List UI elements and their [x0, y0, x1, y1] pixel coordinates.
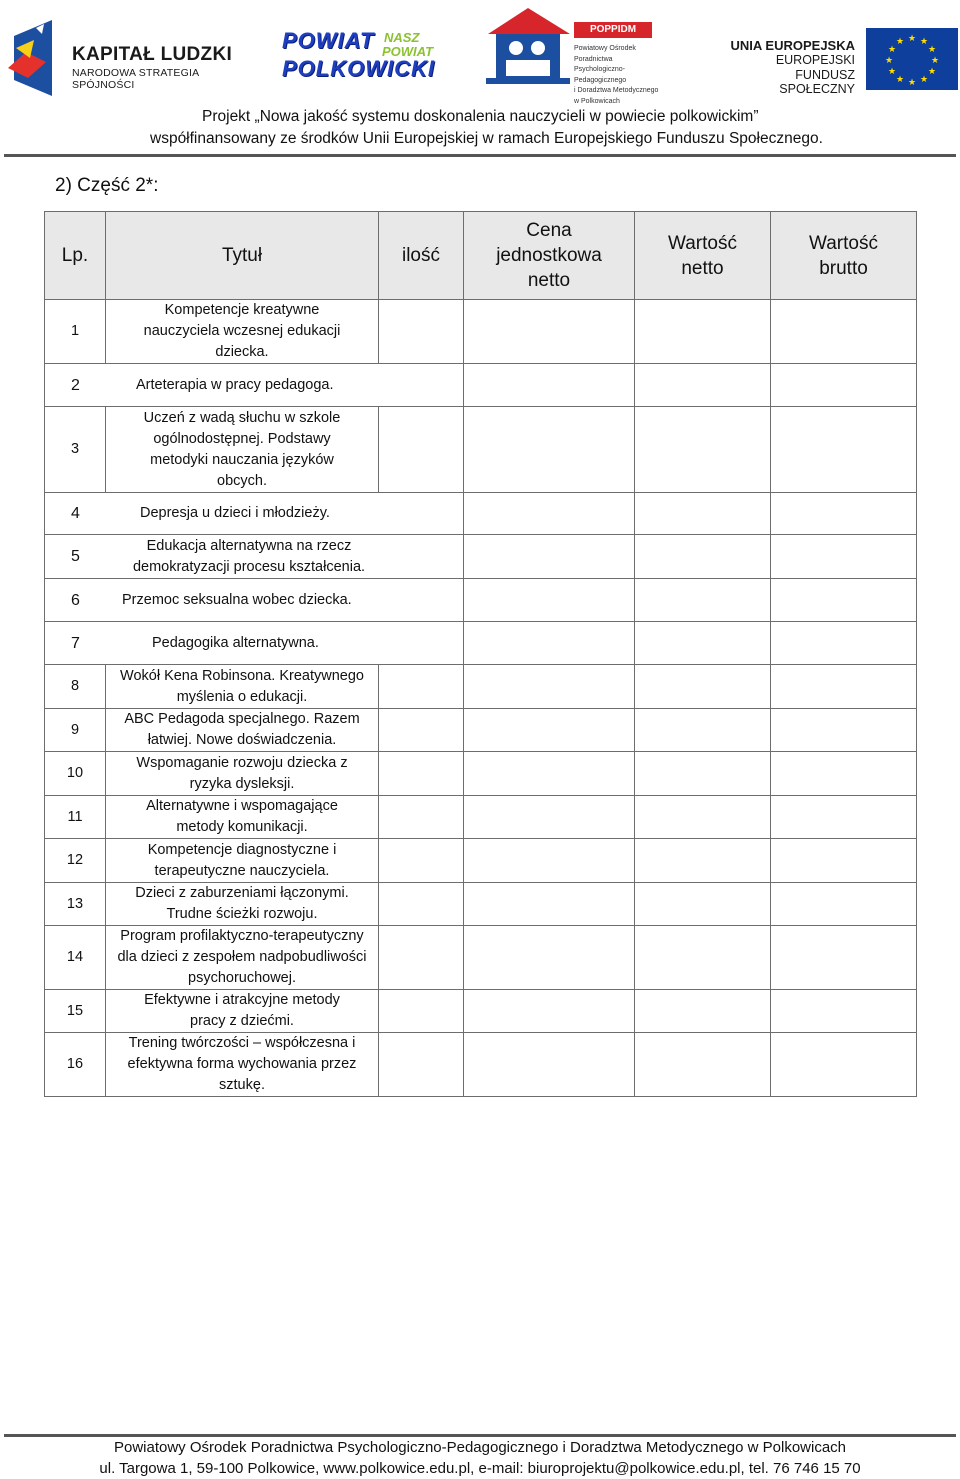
cell-netto[interactable] [635, 796, 771, 839]
row-title: Depresja u dzieci i młodzieży. [140, 505, 330, 521]
cell-cena[interactable] [464, 535, 635, 579]
kapital-ludzki-title: KAPITAŁ LUDZKI [72, 44, 233, 65]
row-title: Alternatywne i wspomagające metody komunikacji. [106, 796, 379, 839]
cell-brutto[interactable] [771, 665, 917, 709]
kapital-ludzki-logo [6, 18, 246, 98]
svg-text:★: ★ [887, 67, 897, 77]
kapital-ludzki-subtitle: NARODOWA STRATEGIA SPÓJNOŚCI [72, 67, 199, 91]
cell-cena[interactable] [464, 665, 635, 709]
cell-cena[interactable] [464, 709, 635, 752]
row-title: Edukacja alternatywna na rzecz demokratyzacji procesu kształcenia. [132, 537, 366, 575]
table-row [45, 364, 917, 407]
row-lp: 15 [45, 990, 106, 1033]
row-title: Wspomaganie rozwoju dziecka z ryzyka dysleksji. [106, 752, 379, 796]
header-netto: Wartość netto [635, 212, 771, 300]
svg-text:★: ★ [887, 45, 897, 55]
table-row [45, 796, 917, 839]
powiat-small-text: POWIAT [382, 44, 434, 59]
row-title: Pedagogika alternatywna. [152, 634, 319, 651]
cell-ilosc[interactable] [379, 796, 464, 839]
cell-netto[interactable] [635, 990, 771, 1033]
row-merged [45, 622, 464, 665]
table-row [45, 579, 917, 622]
cell-cena[interactable] [464, 407, 635, 493]
cell-cena[interactable] [464, 990, 635, 1033]
row-title: Trening twórczości – współczesna i efektywna forma wychowania przez sztukę. [106, 1033, 379, 1097]
cell-netto[interactable] [635, 926, 771, 990]
table-row [45, 622, 917, 665]
poppidm-subtitle [574, 44, 672, 107]
cell-ilosc[interactable] [379, 839, 464, 883]
row-lp: 14 [45, 926, 106, 990]
footer-divider [4, 1434, 956, 1437]
row-lp: 5 [71, 548, 80, 565]
nasz-text: NASZ [384, 30, 420, 45]
cell-brutto[interactable] [771, 839, 917, 883]
cell-cena[interactable] [464, 796, 635, 839]
cell-ilosc[interactable] [379, 300, 464, 364]
cell-brutto[interactable] [771, 1033, 917, 1097]
eu-flag-icon [866, 28, 958, 90]
table-header-row [45, 212, 917, 300]
cell-brutto[interactable] [771, 407, 917, 493]
cell-ilosc[interactable] [379, 926, 464, 990]
project-line-2: współfinansowany ze środków Unii Europejskiej w ramach Europejskiego Funduszu Społecznego. [150, 130, 823, 147]
table-row [45, 1033, 917, 1097]
cell-ilosc[interactable] [379, 407, 464, 493]
row-title: ABC Pedagoda specjalnego. Razem łatwiej. Nowe doświadczenia. [106, 709, 379, 752]
row-lp: 12 [45, 839, 106, 883]
cell-brutto[interactable] [771, 622, 917, 665]
eu-line2: EUROPEJSKI [775, 53, 855, 67]
svg-text:★: ★ [907, 78, 917, 88]
cell-brutto[interactable] [771, 364, 917, 407]
row-lp: 3 [45, 407, 106, 493]
row-lp: 6 [71, 591, 80, 609]
table-row [45, 752, 917, 796]
row-merged [45, 535, 464, 579]
row-title: Uczeń z wadą słuchu w szkole ogólnodostępnej. Podstawy metodyki nauczania języków obcych. [106, 407, 379, 493]
header-tytul: Tytuł [106, 212, 379, 300]
cell-brutto[interactable] [771, 709, 917, 752]
table-row [45, 300, 917, 364]
cell-brutto[interactable] [771, 300, 917, 364]
cell-netto[interactable] [635, 665, 771, 709]
row-lp: 2 [71, 376, 80, 394]
row-lp: 16 [45, 1033, 106, 1097]
svg-text:★: ★ [895, 75, 905, 85]
svg-text:★: ★ [927, 67, 937, 77]
cell-cena[interactable] [464, 300, 635, 364]
poppidm-line: Powiatowy Ośrodek Poradnictwa [574, 45, 636, 63]
row-title: Dzieci z zaburzeniami łączonymi. Trudne ścieżki rozwoju. [106, 883, 379, 926]
powiat-text: POWIAT [282, 28, 375, 53]
poppidm-logo [482, 4, 672, 105]
row-lp: 13 [45, 883, 106, 926]
cell-ilosc[interactable] [379, 1033, 464, 1097]
poppidm-line: i Doradztwa Metodycznego [574, 87, 659, 94]
cell-cena[interactable] [464, 493, 635, 535]
cell-brutto[interactable] [771, 883, 917, 926]
cell-ilosc[interactable] [379, 883, 464, 926]
cell-netto[interactable] [635, 300, 771, 364]
cell-netto[interactable] [635, 622, 771, 665]
row-merged [45, 579, 464, 622]
cell-cena[interactable] [464, 839, 635, 883]
svg-text:★: ★ [927, 45, 937, 55]
cell-ilosc[interactable] [379, 709, 464, 752]
page-header [0, 0, 960, 158]
row-lp: 1 [45, 300, 106, 364]
order-table [44, 211, 917, 1097]
poppidm-building-icon [482, 4, 574, 92]
table-row [45, 709, 917, 752]
table-row [45, 990, 917, 1033]
cell-cena[interactable] [464, 622, 635, 665]
cell-brutto[interactable] [771, 796, 917, 839]
cell-netto[interactable] [635, 839, 771, 883]
cell-cena[interactable] [464, 883, 635, 926]
table-row [45, 883, 917, 926]
cell-netto[interactable] [635, 709, 771, 752]
cell-netto[interactable] [635, 407, 771, 493]
header-ilosc: ilość [379, 212, 464, 300]
svg-text:★: ★ [919, 37, 929, 47]
cell-cena[interactable] [464, 926, 635, 990]
cell-netto[interactable] [635, 364, 771, 407]
powiat-polkowicki-logo [280, 28, 440, 84]
table-row [45, 926, 917, 990]
section-title: 2) Część 2*: [55, 175, 159, 196]
cell-netto[interactable] [635, 579, 771, 622]
row-lp: 11 [45, 796, 106, 839]
svg-text:★: ★ [895, 37, 905, 47]
cell-cena[interactable] [464, 1033, 635, 1097]
cell-ilosc[interactable] [379, 665, 464, 709]
header-lp: Lp. [45, 212, 106, 300]
row-merged [45, 364, 464, 407]
row-lp: 9 [45, 709, 106, 752]
row-title: Wokół Kena Robinsona. Kreatywnego myślenia o edukacji. [106, 665, 379, 709]
cell-brutto[interactable] [771, 926, 917, 990]
cell-ilosc[interactable] [379, 990, 464, 1033]
row-lp: 8 [45, 665, 106, 709]
cell-netto[interactable] [635, 1033, 771, 1097]
table-row [45, 535, 917, 579]
eu-logo [728, 28, 958, 96]
cell-brutto[interactable] [771, 493, 917, 535]
eu-line1: UNIA EUROPEJSKA [730, 38, 855, 53]
cell-netto[interactable] [635, 752, 771, 796]
row-title: Efektywne i atrakcyjne metody pracy z dziećmi. [106, 990, 379, 1033]
table-row [45, 407, 917, 493]
polkowicki-text: POLKOWICKI [282, 56, 435, 81]
svg-text:★: ★ [907, 34, 917, 44]
row-title: Kompetencje kreatywne nauczyciela wczesnej edukacji dziecka. [106, 300, 379, 364]
svg-text:★: ★ [930, 56, 940, 66]
cell-cena[interactable] [464, 579, 635, 622]
cell-brutto[interactable] [771, 535, 917, 579]
row-lp: 10 [45, 752, 106, 796]
project-line-1: Projekt „Nowa jakość systemu doskonalenia nauczycieli w powiecie polkowickim” [202, 108, 759, 125]
header-brutto: Wartość brutto [771, 212, 917, 300]
cell-netto[interactable] [635, 535, 771, 579]
cell-netto[interactable] [635, 883, 771, 926]
svg-text:★: ★ [884, 56, 894, 66]
header-cena: Cena jednostkowa netto [464, 212, 635, 300]
table-row [45, 665, 917, 709]
cell-cena[interactable] [464, 752, 635, 796]
footer-line-1: Powiatowy Ośrodek Poradnictwa Psychologiczno-Pedagogicznego i Doradztwa Metodycznego w Polkowicach [113, 1439, 847, 1456]
cell-cena[interactable] [464, 364, 635, 407]
cell-ilosc[interactable] [379, 752, 464, 796]
cell-brutto[interactable] [771, 990, 917, 1033]
eu-line3: FUNDUSZ SPOŁECZNY [779, 68, 855, 96]
row-title: Przemoc seksualna wobec dziecka. [122, 591, 352, 608]
table-row [45, 839, 917, 883]
row-title: Arteterapia w pracy pedagoga. [136, 376, 334, 393]
row-title: Kompetencje diagnostyczne i terapeutyczne nauczyciela. [106, 839, 379, 883]
row-lp: 7 [71, 634, 80, 652]
poppidm-badge: POPPIDM [574, 22, 652, 38]
svg-text:★: ★ [919, 75, 929, 85]
poppidm-line: Psychologiczno-Pedagogicznego [574, 66, 627, 84]
row-lp: 4 [71, 505, 80, 522]
row-title: Program profilaktyczno-terapeutyczny dla dzieci z zespołem nadpobudliwości psychoruchowej. [106, 926, 379, 990]
kapital-ludzki-icon [6, 18, 66, 98]
cell-netto[interactable] [635, 493, 771, 535]
header-divider [4, 154, 956, 157]
cell-brutto[interactable] [771, 579, 917, 622]
cell-brutto[interactable] [771, 752, 917, 796]
poppidm-line: w Polkowicach [574, 97, 620, 105]
table-row [45, 493, 917, 535]
footer-line-2: ul. Targowa 1, 59-100 Polkowice, www.polkowice.edu.pl, e-mail: biuroprojektu@polkowice.edu.pl, tel. 76 746 15 70 [99, 1460, 861, 1477]
row-merged [45, 493, 464, 535]
